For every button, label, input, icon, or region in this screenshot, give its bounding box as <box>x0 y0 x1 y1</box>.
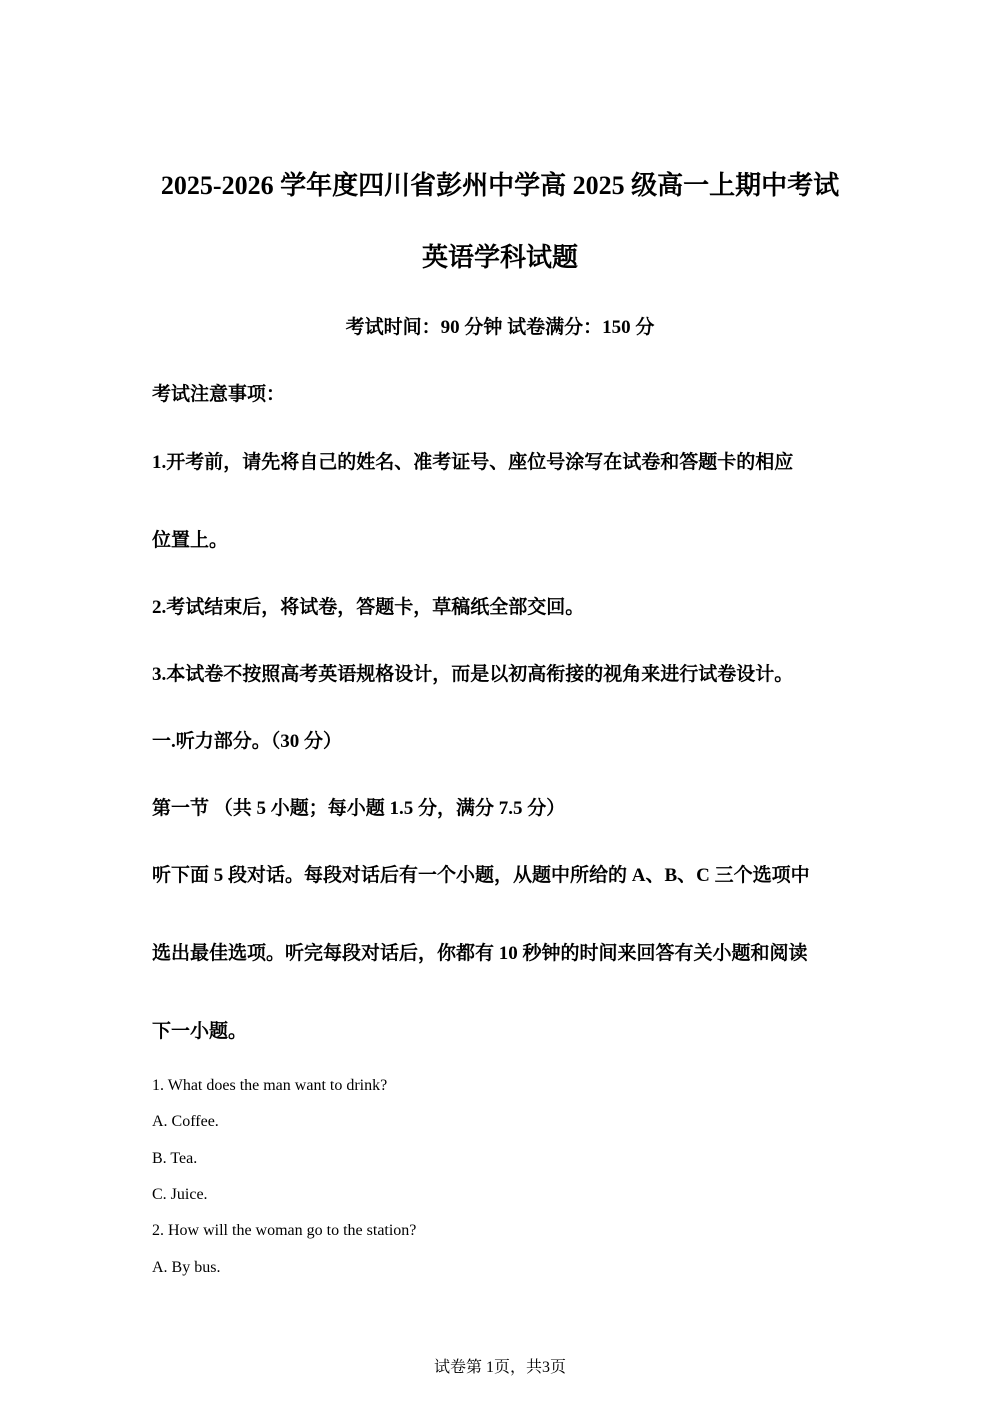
question-1-option-a: A. Coffee. <box>152 1113 219 1130</box>
note-item-2: 2.考试结束后，将试卷，答题卡，草稿纸全部交回。 <box>152 597 585 618</box>
exam-title-line2: 英语学科试题 <box>421 243 578 272</box>
question-2-option-a: A. By bus. <box>152 1259 221 1276</box>
notes-heading: 考试注意事项： <box>152 384 286 405</box>
note-item-3: 3.本试卷不按照高考英语规格设计，而是以初高衔接的视角来进行试卷设计。 <box>152 664 794 685</box>
exam-title-line1: 2025-2026 学年度四川省彭州中学高 2025 级高一上期中考试 <box>160 171 840 200</box>
question-1: 1. What does the man want to drink? <box>152 1077 388 1094</box>
question-1-option-b: B. Tea. <box>152 1150 198 1167</box>
section-heading: 一.听力部分。（30 分） <box>152 731 343 752</box>
question-1-option-c: C. Juice. <box>152 1186 208 1203</box>
note-item-1-part2: 位置上。 <box>152 530 229 551</box>
note-item-1-part1: 1.开考前，请先将自己的姓名、准考证号、座位号涂写在试卷和答题卡的相应 <box>152 452 794 473</box>
instructions-line3: 下一小题。 <box>152 1021 248 1042</box>
instructions-line2: 选出最佳选项。听完每段对话后，你都有 10 秒钟的时间来回答有关小题和阅读 <box>152 943 808 964</box>
question-2: 2. How will the woman go to the station? <box>152 1222 417 1239</box>
part-heading: 第一节 （共 5 小题；每小题 1.5 分，满分 7.5 分） <box>152 798 566 819</box>
exam-info: 考试时间：90 分钟 试卷满分：150 分 <box>345 317 655 338</box>
instructions-line1: 听下面 5 段对话。每段对话后有一个小题，从题中所给的 A、B、C 三个选项中 <box>152 865 810 886</box>
page-footer: 试卷第 1页，共3页 <box>433 1359 566 1376</box>
